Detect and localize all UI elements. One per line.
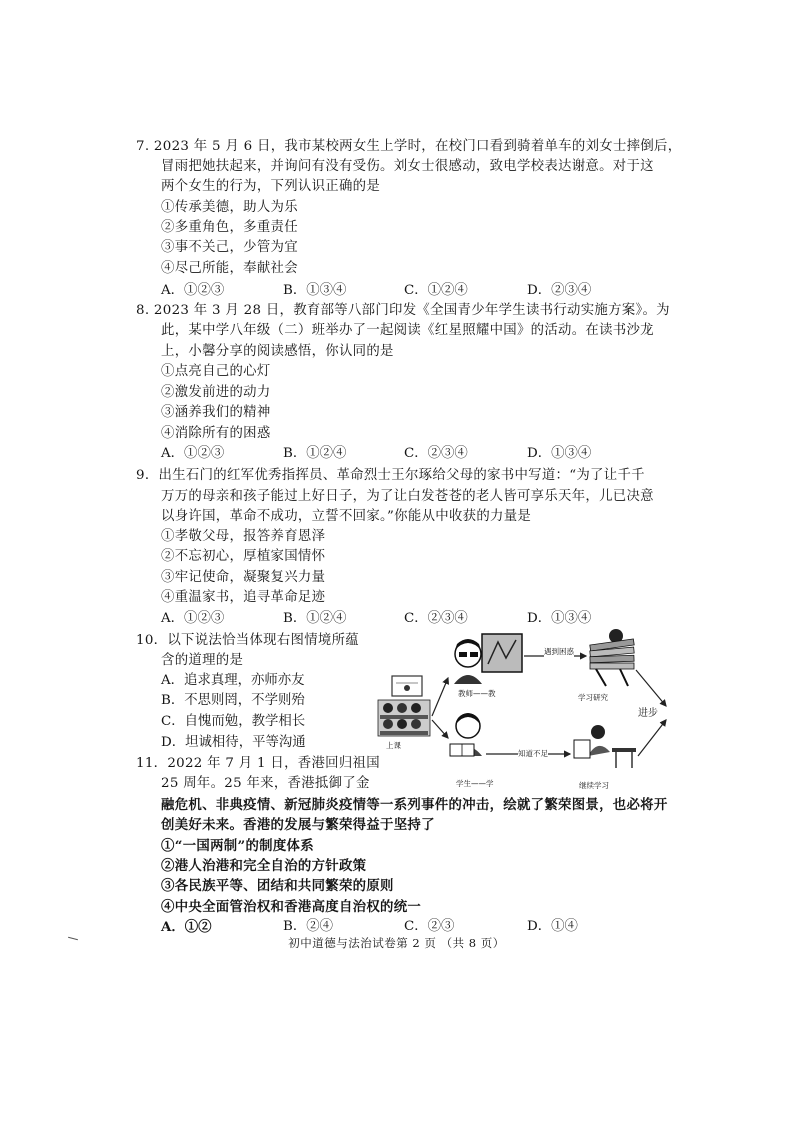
q8-option-d: D．①③④ [527,446,592,461]
q7-option-a: A．①②③ [161,283,225,298]
q8-item-3: ③涵养我们的精神 [161,405,271,420]
classroom-illustration [378,676,430,736]
q9-item-2: ②不忘初心，厚植家国情怀 [161,549,326,564]
q9-stem-line-2: 万万的母亲和孩子能过上好日子，为了让白发苍苍的老人皆可享乐天年，儿已决意 [161,489,654,504]
q11-stem-line-4: 创美好未来。香港的发展与繁荣得益于坚持了 [161,817,435,833]
q7-item-2: ②多重角色，多重责任 [161,220,298,235]
insufficient-label: 知道不足 [518,749,548,758]
q8-item-1: ①点亮自己的心灯 [161,364,271,379]
continue-learning-illustration [574,725,636,768]
arrow-research-to-progress [636,670,666,706]
q8-option-c: C．②③④ [404,446,468,461]
q11-item-2: ②港人治港和完全自治的方针政策 [161,858,367,874]
q11-option-a: A．①② [161,919,212,935]
q8-stem-line-1: 8. 2023 年 3 月 28 日，教育部等八部门印发《全国青少年学生读书行动实施方案》。为 [136,303,670,318]
q8-stem-line-2: 此，某中学八年级（二）班举办了一起阅读《红星照耀中国》的活动。在读书沙龙 [161,323,654,338]
q7-item-4: ④尽己所能，奉献社会 [161,261,298,276]
progress-label: 进步 [638,708,658,719]
student-label: 学生——学 [456,779,494,788]
q10-option-d: D．坦诚相待，平等沟通 [161,735,306,750]
student-illustration [450,713,482,756]
q10-stem-line-2: 含的道理的是 [161,653,244,668]
q11-stem-line-3: 融危机、非典疫情、新冠肺炎疫情等一系列事件的冲击，绘就了繁荣图景，也必将开 [161,797,668,813]
q11-stem-line-1: 11．2022 年 7 月 1 日，香港回归祖国 [136,756,380,771]
page-footer: 初中道德与法治试卷第 2 页 （共 8 页） [288,936,505,950]
q11-option-c: C．②③ [404,919,455,934]
q10-option-a: A．追求真理，亦师亦友 [161,673,305,688]
q7-stem-line-3: 两个女生的行为，下列认识正确的是 [161,179,381,194]
continue-label: 继续学习 [579,781,609,790]
q9-stem-line-1: 9．出生石门的红军优秀指挥员、革命烈士王尔琢给父母的家书中写道：“为了让千千 [136,468,645,483]
q8-item-4: ④消除所有的困惑 [161,426,271,441]
q9-option-d: D．①③④ [527,611,592,626]
research-label: 学习研究 [578,693,608,702]
q9-option-c: C．②③④ [404,611,468,626]
figure-drawing [376,628,676,793]
q7-option-b: B．①③④ [283,283,347,298]
arrow-class-to-teacher [432,678,448,716]
q8-item-2: ②激发前进的动力 [161,385,271,400]
research-illustration [590,629,634,686]
q10-option-c: C．自愧而勉，教学相长 [161,714,306,729]
teaching-learning-figure [376,628,676,793]
q11-item-3: ③各民族平等、团结和共同繁荣的原则 [161,878,394,894]
difficulty-label: 遇到困惑 [544,647,574,656]
q8-option-a: A．①②③ [161,446,225,461]
q10-option-b: B．不思则罔，不学则殆 [161,693,305,708]
q11-item-4: ④中央全面管治权和香港高度自治权的统一 [161,899,422,915]
q9-option-a: A．①②③ [161,611,225,626]
q11-option-d: D．①④ [527,919,578,934]
q7-option-c: C．①②④ [404,283,468,298]
q7-item-3: ③事不关己，少管为宜 [161,240,298,255]
q7-item-1: ①传承美德，助人为乐 [161,200,298,215]
q8-option-b: B．①②④ [283,446,347,461]
q9-stem-line-3: 以身许国，革命不成功，立誓不回家。”你能从中收获的力量是 [161,509,532,524]
q9-item-3: ③牢记使命，凝聚复兴力量 [161,570,326,585]
q7-stem-line-1: 7. 2023 年 5 月 6 日，我市某校两女生上学时，在校门口看到骑着单车的刘女士摔倒后， [136,139,682,154]
q8-stem-line-3: 上，小馨分享的阅读感悟，你认同的是 [161,344,394,359]
q11-stem-line-2: 25 周年。25 年来，香港抵御了金 [161,776,370,791]
arrow-continue-to-progress [638,720,666,756]
teacher-label: 教师——教 [458,689,496,698]
q11-option-b: B．②④ [283,919,334,934]
arrow-class-to-student [432,720,448,738]
q9-item-4: ④重温家书，追寻革命足迹 [161,590,326,605]
q7-stem-line-2: 冒雨把她扶起来，并询问有没有受伤。刘女士很感动，致电学校表达谢意。对于这 [161,159,654,174]
q9-item-1: ①孝敬父母，报答养育恩泽 [161,529,326,544]
q9-option-b: B．①②④ [283,611,347,626]
q7-option-d: D．②③④ [527,283,592,298]
teacher-illustration [454,634,522,684]
class-label: 上课 [386,741,401,750]
q10-stem-line-1: 10．以下说法恰当体现右图情境所蕴 [136,633,359,648]
q11-item-1: ①“一国两制”的制度体系 [161,838,314,854]
